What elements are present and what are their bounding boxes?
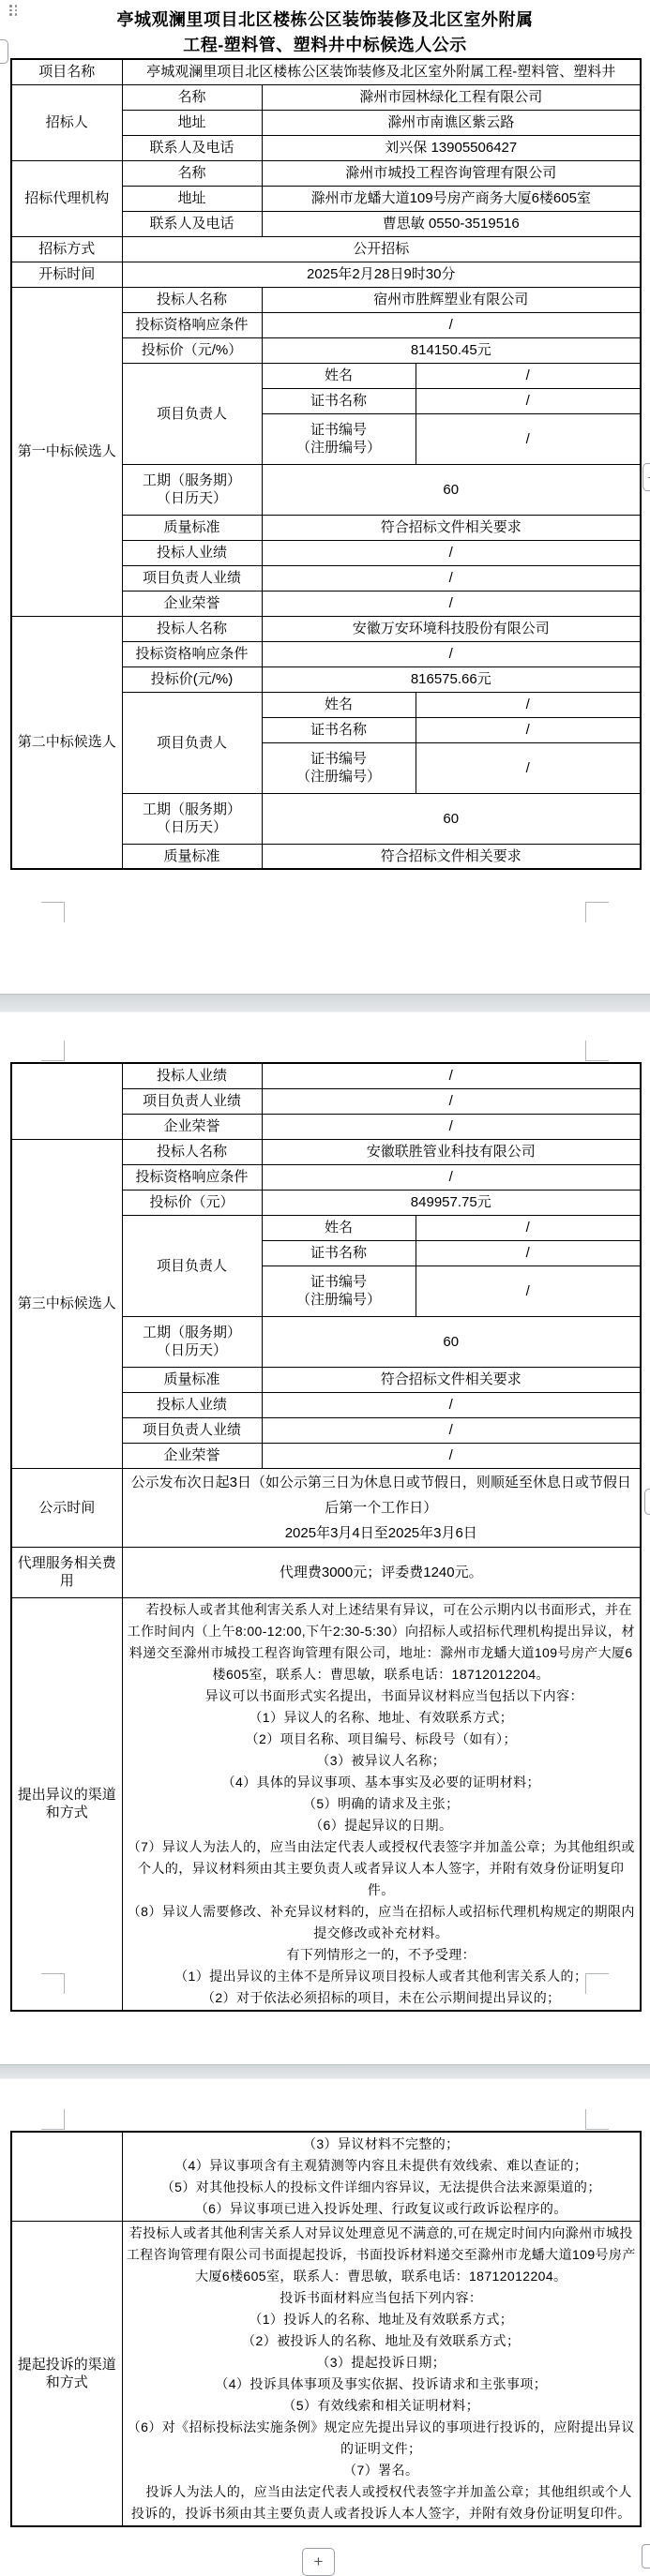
plus-icon: +	[313, 2553, 324, 2570]
label-cert-name: 证书名称	[262, 1240, 416, 1266]
empty-continuation-cell	[11, 1063, 122, 1139]
label-honor: 企业荣誉	[122, 1114, 262, 1139]
value-agency-name: 滁州市城投工程咨询管理有限公司	[262, 160, 641, 186]
page-corner-mark	[41, 1041, 65, 1061]
label-quality: 质量标准	[122, 1367, 262, 1392]
left-edge-button[interactable]	[0, 39, 8, 64]
value-candidate1-price: 814150.45元	[262, 337, 641, 363]
value-candidate1-bidder: 宿州市胜辉塑业有限公司	[262, 287, 641, 312]
label-candidate3: 第三中标候选人	[11, 1139, 122, 1468]
label-complaint-channel: 提起投诉的渠道和方式	[11, 2222, 122, 2527]
label-cert-name: 证书名称	[262, 388, 416, 413]
complaint-text: 若投标人或者其他利害关系人对异议处理意见不满意的,可在规定时间内向滁州市城投工程咨询管理有限公司书面提起投诉，书面投诉材料递交至滁州市龙蟠大道109号房产大厦6楼605室，联系人：曹思敏，联系电话：18712012204。 投诉书面材料应当包括下列内容： （1）投诉人的名称、地址及有效联系方式； （2）被投诉人的名称、地址及有效联系方式； （3）提起投诉日期； （4）投诉具体事项及事实依据、投诉请求和主张事项； （5）有效线索和相关证明材料； （6）对《招标投标法实施条例》规定应先提出异议的事项进行投诉的，应附提出异议的证明文件； （7）署名。 投诉人为法人的，应当由法定代表人或授权代表签字并加盖公章；其他组织或个人投诉的，投诉书须由其主要负责人或者投诉人本人签字，并附有效身份证明复印件。	[122, 2222, 641, 2527]
table-row	[11, 1139, 641, 1164]
label-cert-name: 证书名称	[262, 717, 416, 742]
label-bidder-name: 投标人名称	[122, 616, 262, 641]
table-row	[11, 1468, 641, 1547]
objection-text-page3: （3）异议材料不完整的； （4）异议事项含有主观猜测等内容且未提供有效线索、难以查证的； （5）对其他投标人的投标文件详细内容异议，无法提供合法来源渠道的； （6）异议事项已进入投诉处理、行政复议或行政诉讼程序的。	[122, 2132, 641, 2222]
value-quality: 符合招标文件相关要求	[262, 844, 641, 869]
label-quality: 质量标准	[122, 844, 262, 869]
label-honor: 企业荣誉	[122, 1443, 262, 1468]
label-bidder-name: 投标人名称	[122, 1139, 262, 1164]
value-cert-name: /	[416, 717, 641, 742]
label-project-manager: 项目负责人	[122, 1215, 262, 1316]
value-manager-performance: /	[262, 1088, 641, 1114]
label-manager-performance: 项目负责人业绩	[122, 1417, 262, 1443]
value-manager-performance: /	[262, 565, 641, 591]
table-row	[11, 1063, 641, 1088]
label-qualification: 投标资格响应条件	[122, 641, 262, 666]
label-address: 地址	[122, 110, 262, 135]
label-quality: 质量标准	[122, 515, 262, 540]
table-row	[11, 2222, 641, 2527]
value-qualification: /	[262, 312, 641, 337]
page-corner-mark	[41, 1973, 65, 1994]
label-duration: 工期（服务期） （日历天）	[122, 464, 262, 515]
label-bidder-name: 投标人名称	[122, 287, 262, 312]
value-agency-contact: 曹思敏 0550-3519516	[262, 211, 641, 236]
value-bidder-performance: /	[262, 540, 641, 565]
label-bid-open-time: 开标时间	[11, 262, 122, 287]
label-manager-performance: 项目负责人业绩	[122, 565, 262, 591]
value-duration: 60	[262, 464, 641, 515]
label-objection-channel: 提出异议的渠道和方式	[11, 1597, 122, 2011]
label-contact: 联系人及电话	[122, 211, 262, 236]
label-publicity-time: 公示时间	[11, 1468, 122, 1547]
value-tenderer-address: 滁州市南谯区紫云路	[262, 110, 641, 135]
value-candidate2-price: 816575.66元	[262, 666, 641, 692]
bottom-right-button[interactable]	[642, 2544, 650, 2569]
label-bid-price: 投标价（元/%）	[122, 337, 262, 363]
right-edge-button[interactable]	[642, 463, 650, 491]
value-agency-fee: 代理费3000元；评委费1240元。	[122, 1547, 641, 1597]
page-corner-mark	[585, 2109, 609, 2130]
page-corner-mark	[41, 902, 65, 922]
label-qualification: 投标资格响应条件	[122, 1164, 262, 1190]
label-agency: 招标代理机构	[11, 160, 122, 236]
value-agency-address: 滁州市龙蟠大道109号房产商务大厦6楼605室	[262, 186, 641, 211]
table-row	[11, 2132, 641, 2222]
page-title: 亭城观澜里项目北区楼栋公区装饰装修及北区室外附属工程-塑料管、塑料井中标候选人公示	[116, 10, 534, 54]
label-bid-method: 招标方式	[11, 236, 122, 262]
value-tenderer-contact: 刘兴保 13905506427	[262, 135, 641, 160]
label-address: 地址	[122, 186, 262, 211]
value-bidder-performance: /	[262, 1392, 641, 1417]
table-row	[11, 84, 641, 110]
label-person-name: 姓名	[262, 1215, 416, 1240]
value-person-name: /	[416, 363, 641, 388]
label-agency-fee: 代理服务相关费用	[11, 1547, 122, 1597]
page-corner-mark	[41, 2109, 65, 2130]
label-bidder-performance: 投标人业绩	[122, 1392, 262, 1417]
value-quality: 符合招标文件相关要求	[262, 515, 641, 540]
label-duration: 工期（服务期） （日历天）	[122, 793, 262, 844]
value-cert-name: /	[416, 1240, 641, 1266]
drag-handle-icon[interactable]	[9, 5, 20, 18]
value-duration: 60	[262, 1316, 641, 1367]
page-3	[0, 2079, 650, 2563]
label-bid-price: 投标价(元/%)	[122, 666, 262, 692]
value-bid-method: 公开招标	[122, 236, 641, 262]
label-manager-performance: 项目负责人业绩	[122, 1088, 262, 1114]
table-row	[11, 262, 641, 287]
value-manager-performance: /	[262, 1417, 641, 1443]
page-2	[0, 1012, 650, 2064]
value-bid-open-time: 2025年2月28日9时30分	[122, 262, 641, 287]
page-corner-mark	[585, 902, 609, 922]
notice-table-page1	[10, 58, 642, 870]
right-edge-button[interactable]	[644, 1489, 650, 1515]
value-honor: /	[262, 591, 641, 616]
table-row	[11, 160, 641, 186]
label-project-manager: 项目负责人	[122, 692, 262, 793]
label-qualification: 投标资格响应条件	[122, 312, 262, 337]
zoom-in-button[interactable]	[302, 2548, 335, 2576]
table-row	[11, 287, 641, 312]
value-person-name: /	[416, 1215, 641, 1240]
table-row	[11, 1597, 641, 2011]
table-row	[11, 59, 641, 84]
label-person-name: 姓名	[262, 692, 416, 717]
label-candidate1: 第一中标候选人	[11, 287, 122, 616]
page-separator	[0, 2064, 650, 2079]
table-row	[11, 236, 641, 262]
notice-table-page2	[10, 1062, 642, 2012]
value-tenderer-name: 滁州市园林绿化工程有限公司	[262, 84, 641, 110]
objection-text-page2: 若投标人或者其他利害关系人对上述结果有异议，可在公示期内以书面形式，并在工作时间内（上午8:00-12:00,下午2:30-5:30）向招标人或招标代理机构提出异议，材料递交至滁州市城投工程咨询管理有限公司，地址：滁州市龙蟠大道109号房产大厦6楼605室，联系人：曹思敏，联系电话：18712012204。 异议可以书面形式实名提出，书面异议材料应当包括以下内容： （1）异议人的名称、地址、有效联系方式； （2）项目名称、项目编号、标段号（如有）； （3）被异议人名称； （4）具体的异议事项、基本事实及必要的证明材料； （5）明确的请求及主张； （6）提起异议的日期。 （7）异议人为法人的，应当由法定代表人或授权代表签字并加盖公章；为其他组织或个人的，异议材料须由其主要负责人或者异议人本人签字，并附有效身份证明复印件。 （8）异议人需要修改、补充异议材料的，应当在招标人或招标代理机构规定的期限内提交修改或补充材料。 有下列情形之一的，不予受理： （1）提出异议的主体不是所异议项目投标人或者其他利害关系人的； （2）对于依法必须招标的项目，未在公示期间提出异议的；	[122, 1597, 641, 2011]
label-name: 名称	[122, 84, 262, 110]
label-bidder-performance: 投标人业绩	[122, 540, 262, 565]
label-candidate2: 第二中标候选人	[11, 616, 122, 869]
page-corner-mark	[585, 1973, 609, 1994]
table-row	[11, 1547, 641, 1597]
value-honor: /	[262, 1443, 641, 1468]
value-publicity-time: 公示发布次日起3日（如公示第三日为休息日或节假日，则顺延至休息日或节假日后第一个工作日） 2025年3月4日至2025年3月6日	[122, 1468, 641, 1547]
label-name: 名称	[122, 160, 262, 186]
label-project-manager: 项目负责人	[122, 363, 262, 464]
page-separator	[0, 994, 650, 1012]
value-qualification: /	[262, 1164, 641, 1190]
label-cert-no: 证书编号 （注册编号）	[262, 413, 416, 464]
value-candidate3-bidder: 安徽联胜管业科技有限公司	[262, 1139, 641, 1164]
value-honor: /	[262, 1114, 641, 1139]
table-row	[11, 616, 641, 641]
value-quality: 符合招标文件相关要求	[262, 1367, 641, 1392]
value-duration: 60	[262, 793, 641, 844]
value-cert-name: /	[416, 388, 641, 413]
empty-continuation-cell	[11, 2132, 122, 2222]
value-person-name: /	[416, 692, 641, 717]
label-duration: 工期（服务期） （日历天）	[122, 1316, 262, 1367]
label-project-name: 项目名称	[11, 59, 122, 84]
notice-table-page3	[10, 2131, 642, 2527]
value-cert-no: /	[416, 742, 641, 793]
value-project-name: 亭城观澜里项目北区楼栋公区装饰装修及北区室外附属工程-塑料管、塑料井	[122, 59, 641, 84]
label-bidder-performance: 投标人业绩	[122, 1063, 262, 1088]
page-corner-mark	[585, 1041, 609, 1061]
label-person-name: 姓名	[262, 363, 416, 388]
value-bidder-performance: /	[262, 1063, 641, 1088]
label-tenderer: 招标人	[11, 84, 122, 160]
label-contact: 联系人及电话	[122, 135, 262, 160]
value-qualification: /	[262, 641, 641, 666]
value-cert-no: /	[416, 413, 641, 464]
label-cert-no: 证书编号 （注册编号）	[262, 742, 416, 793]
label-bid-price: 投标价（元）	[122, 1190, 262, 1215]
page-1	[0, 0, 650, 994]
label-cert-no: 证书编号 （注册编号）	[262, 1266, 416, 1316]
value-cert-no: /	[416, 1266, 641, 1316]
value-candidate2-bidder: 安徽万安环境科技股份有限公司	[262, 616, 641, 641]
value-candidate3-price: 849957.75元	[262, 1190, 641, 1215]
label-honor: 企业荣誉	[122, 591, 262, 616]
